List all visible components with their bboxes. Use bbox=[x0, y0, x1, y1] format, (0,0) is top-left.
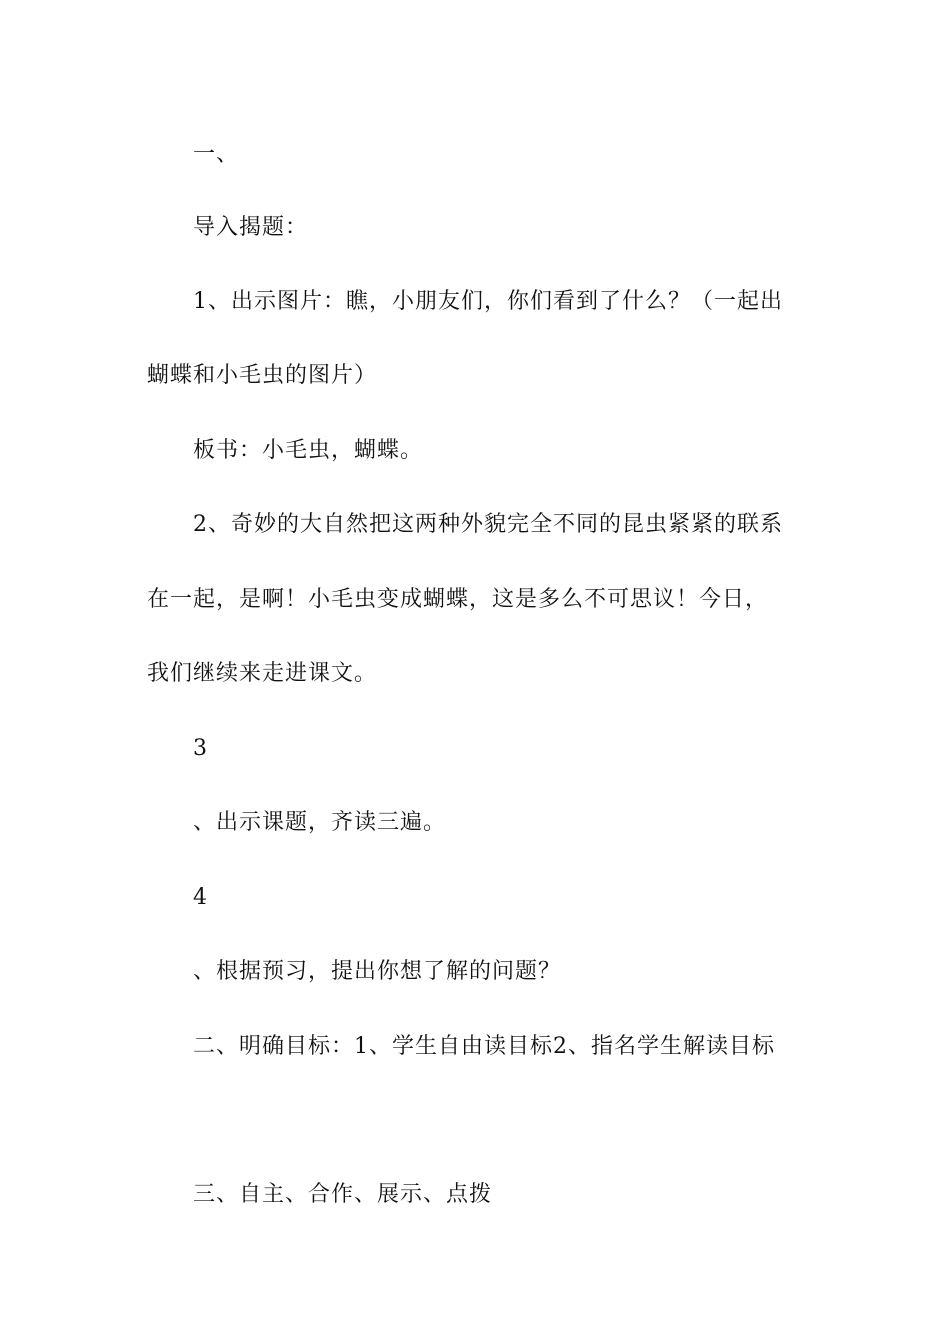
list-number: 4 bbox=[193, 885, 208, 910]
paragraph-line: 在一起，是啊！小毛虫变成蝴蝶，这是多么不可思议！今日， bbox=[147, 587, 769, 612]
paragraph-line: 、出示课题，齐读三遍。 bbox=[193, 810, 447, 835]
paragraph-line: 蝴蝶和小毛虫的图片） bbox=[147, 363, 378, 388]
paragraph-line: 、根据预习，提出你想了解的问题？ bbox=[193, 959, 562, 984]
paragraph-line: 我们继续来走进课文。 bbox=[147, 661, 378, 686]
section-heading-2: 二、明确目标：1、学生自由读目标2、指名学生解读目标 bbox=[193, 1034, 775, 1059]
section-heading-1: 一、 bbox=[193, 142, 240, 167]
subheading-intro: 导入揭题： bbox=[193, 215, 309, 240]
section-heading-3: 三、自主、合作、展示、点拨 bbox=[193, 1182, 493, 1207]
paragraph-line: 2、奇妙的大自然把这两种外貌完全不同的昆虫紧紧的联系 bbox=[193, 512, 783, 537]
paragraph-line: 1、出示图片：瞧，小朋友们，你们看到了什么？（一起出 bbox=[193, 289, 783, 314]
paragraph-line: 板书：小毛虫，蝴蝶。 bbox=[193, 438, 424, 463]
list-number: 3 bbox=[193, 736, 208, 761]
